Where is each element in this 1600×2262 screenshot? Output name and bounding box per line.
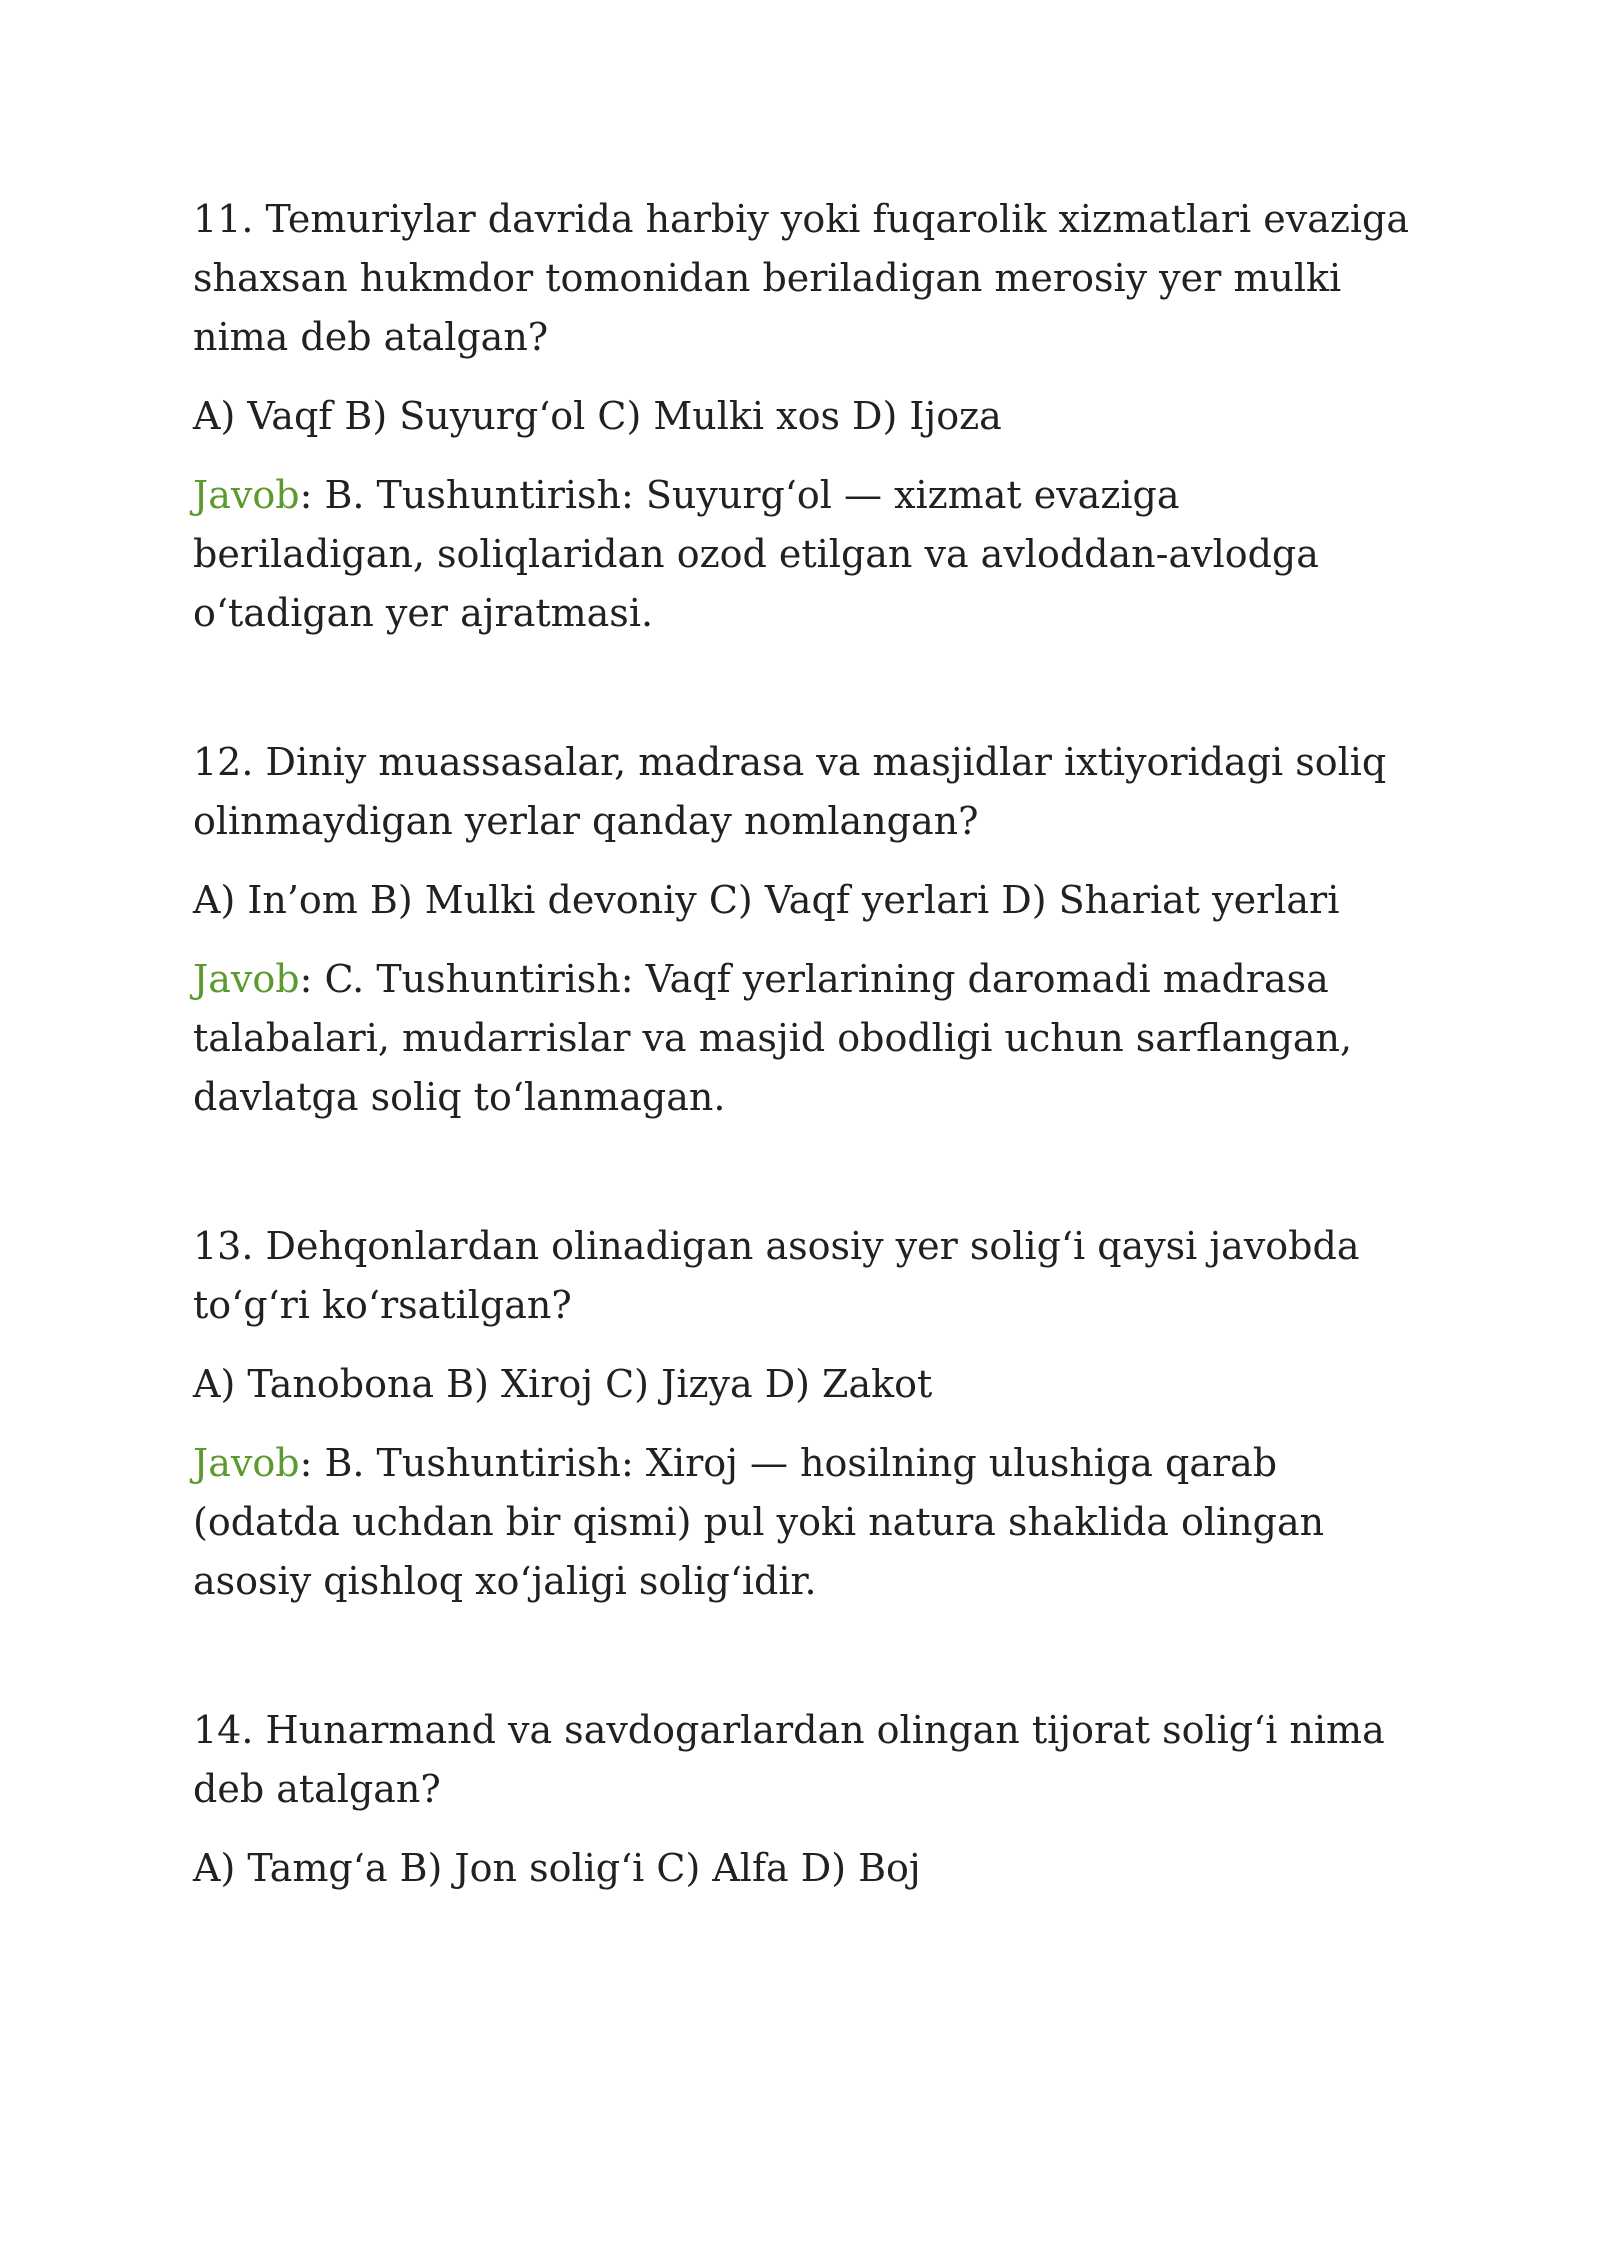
question-13 [193, 1217, 1413, 1611]
answer-text: : B. Tushuntirish: Xiroj — hosilning ulushiga qarab (odatda uchdan bir qismi) pul yoki natura shaklida olingan asosiy qishloq xo‘jaligi solig‘idir. [193, 1441, 1325, 1603]
answer-text: : C. Tushuntirish: Vaqf yerlarining daromadi madrasa talabalari, mudarrislar va masjid obodligi uchun sarflangan, davlatga soliq to‘lanmagan. [193, 957, 1353, 1119]
question-text: 12. Diniy muassasalar, madrasa va masjidlar ixtiyoridagi soliq olinmaydigan yerlar qanday nomlangan? [193, 740, 1387, 843]
answer-explanation [193, 466, 1413, 643]
answer-options: A) In’om B) Mulki devoniy C) Vaqf yerlari D) Shariat yerlari [193, 878, 1340, 922]
answer-label: Javob [193, 957, 300, 1001]
answer-options: A) Tamg‘a B) Jon solig‘i C) Alfa D) Boj [193, 1846, 921, 1890]
answer-explanation [193, 950, 1413, 1127]
answer-options: A) Vaqf B) Suyurg‘ol C) Mulki xos D) Ijoza [193, 394, 1002, 438]
question-11 [193, 190, 1413, 643]
answer-options: A) Tanobona B) Xiroj C) Jizya D) Zakot [193, 1362, 933, 1406]
question-text: 14. Hunarmand va savdogarlardan olingan tijorat solig‘i nima deb atalgan? [193, 1708, 1385, 1811]
question-14 [193, 1701, 1413, 1898]
answer-label: Javob [193, 473, 300, 517]
answer-label: Javob [193, 1441, 300, 1485]
question-text: 11. Temuriylar davrida harbiy yoki fuqarolik xizmatlari evaziga shaxsan hukmdor tomonidan beriladigan merosiy yer mulki nima deb atalgan? [193, 197, 1409, 359]
question-text: 13. Dehqonlardan olinadigan asosiy yer solig‘i qaysi javobda to‘g‘ri ko‘rsatilgan? [193, 1224, 1360, 1327]
question-12 [193, 733, 1413, 1127]
answer-explanation [193, 1434, 1413, 1611]
answer-text: : B. Tushuntirish: Suyurg‘ol — xizmat evaziga beriladigan, soliqlaridan ozod etilgan va avloddan-avlodga o‘tadigan yer ajratmasi. [193, 473, 1319, 635]
document-page [193, 190, 1413, 1898]
